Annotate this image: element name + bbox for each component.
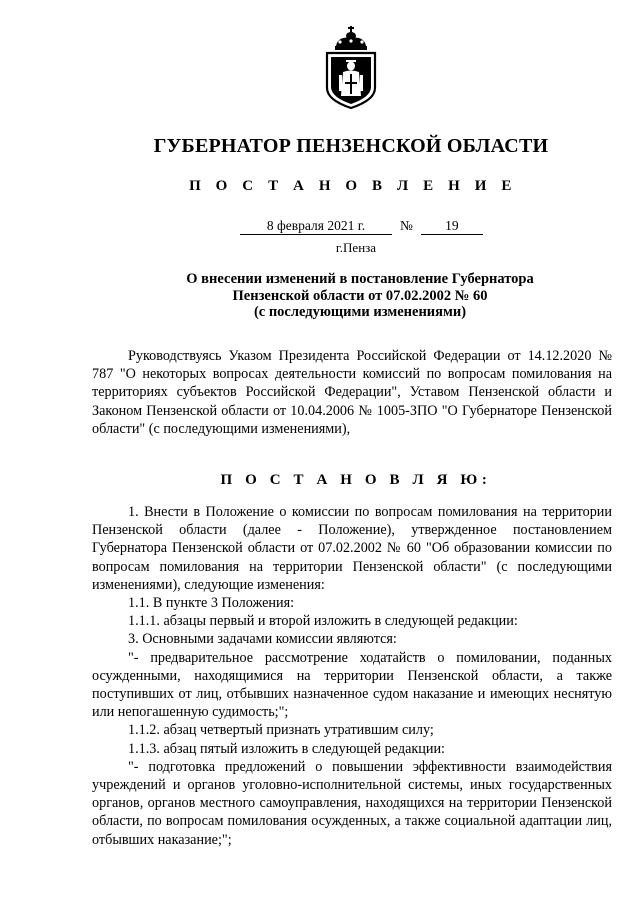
body-paragraph: 1.1. В пункте 3 Положения:	[128, 595, 295, 612]
preamble-paragraph	[92, 347, 612, 438]
resolve-heading: П О С Т А Н О В Л Я Ю:	[220, 472, 492, 488]
document-type-heading: П О С Т А Н О В Л Е Н И Е	[189, 178, 517, 194]
document-number: 19	[421, 218, 483, 235]
body-paragraph: 1.1.3. абзац пятый изложить в следующей редакции:	[128, 740, 445, 757]
subject-line: О внесении изменений в постановление Губернатора	[186, 271, 534, 287]
document-subject	[150, 271, 570, 321]
date-number-line	[240, 218, 483, 235]
coat-of-arms-emblem	[318, 26, 384, 110]
document-body	[92, 503, 612, 849]
number-sign: №	[400, 218, 413, 233]
subject-line: Пензенской области от 07.02.2002 № 60	[232, 287, 488, 304]
body-paragraph: 1.1.1. абзацы первый и второй изложить в следующей редакции:	[128, 613, 518, 630]
body-paragraph: 1. Внести в Положение о комиссии по вопросам помилования на территории Пензенской области (далее - Положение), утвержденное постановлением Губернатора Пензенской области от 07.02.2002 № 60 "Об образовании комиссии по вопросам помилования на территории Пензенской области" (с последующими изменениями), следующие изменения:	[92, 504, 612, 593]
body-paragraph: "- подготовка предложений о повышении эффективности взаимодействия учреждений и органов уголовно-исполнительной системы, иных государственных органов, органов местного самоуправления, находящихся на территории Пензенской области, по вопросам помилования осужденных, а также социальной адаптации лиц, отбывших наказание;";	[92, 758, 612, 848]
body-paragraph: 1.1.2. абзац четвертый признать утратившим силу;	[128, 722, 434, 739]
governor-title: ГУБЕРНАТОР ПЕНЗЕНСКОЙ ОБЛАСТИ	[153, 135, 549, 157]
body-paragraph: "- предварительное рассмотрение ходатайств о помиловании, поданных осужденными, находящимися на территории Пензенской области, а также поступивших от лиц, отбывших назначенное судом наказание и имеющих неснятую или непогашенную судимость;";	[92, 649, 612, 721]
preamble-text: Руководствуясь Указом Президента Российской Федерации от 14.12.2020 № 787 "О некоторых вопросах деятельности комиссий по вопросам помилования на территориях субъектов Российской Федерации", Уставом Пензенской области и Законом Пензенской области от 10.04.2006 № 1005-ЗПО "О Губернаторе Пензенской области" (с последующими изменениями),	[92, 348, 612, 437]
subject-line: (с последующими изменениями)	[253, 304, 467, 320]
document-date: 8 февраля 2021 г.	[240, 218, 392, 235]
body-paragraph: 3. Основными задачами комиссии являются:	[128, 631, 397, 648]
city-label: г.Пенза	[335, 240, 377, 255]
